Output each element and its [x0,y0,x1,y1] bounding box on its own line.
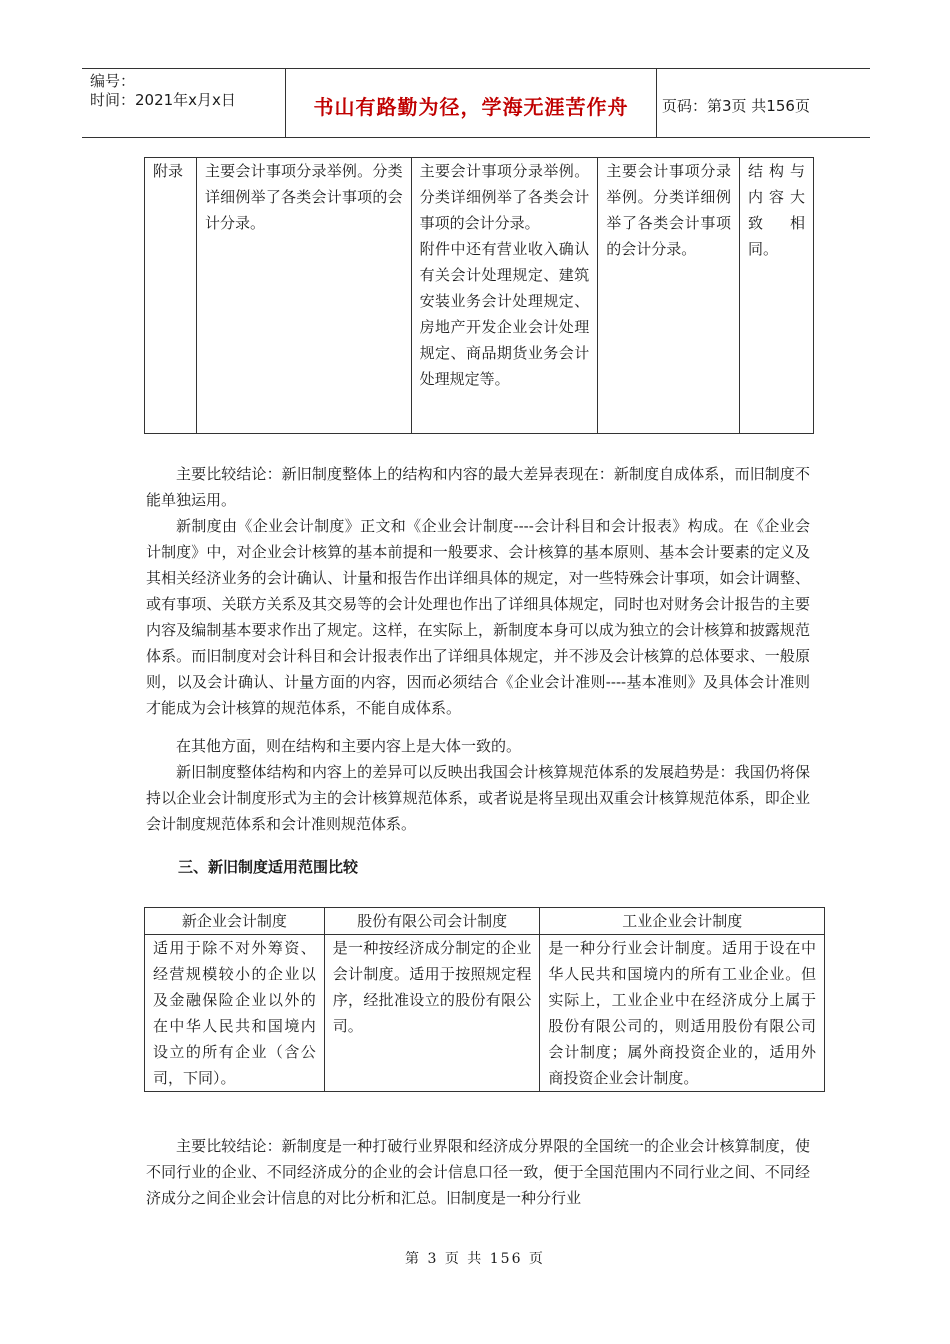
body-paragraph: 在其他方面，则在结构和主要内容上是大体一致的。 [176,737,522,755]
header-divider-right [656,69,657,137]
table-row [145,935,825,1092]
header-page-number: 页码：第3页 共156页 [662,97,810,115]
header-date: 时间：2021年x月x日 [90,91,236,109]
table-cell: 适用于除不对外筹资、经营规模较小的企业以及金融保险企业以外的在中华人民共和国境内设立的所有企业（含公司，下同）。 [145,935,325,1092]
body-paragraph: 新旧制度整体结构和内容上的差异可以反映出我国会计核算规范体系的发展趋势是：我国仍将保持以企业会计制度形式为主的会计核算规范体系，或者说是将呈现出双重会计核算规范体系，即企业会计制度规范体系和会计准则规范体系。 [146,763,810,833]
table-cell-new: 主要会计事项分录举例。分类详细例举了各类会计事项的会计分录。 [196,158,411,434]
column-header: 工业企业会计制度 [540,908,825,935]
section-title: 三、新旧制度适用范围比较 [178,858,359,876]
cell-text: 附件中还有营业收入确认有关会计处理规定、建筑安装业务会计处理规定、房地产开发企业会计处理规定、商品期货业务会计处理规定等。 [419,240,590,388]
scope-comparison-table [144,907,825,1092]
header-meta [90,72,236,110]
table-cell-compare: 结构与内容大致相同。 [740,158,814,434]
cell-text: 主要会计事项分录举例。分类详细例举了各类会计事项的会计分录。 [419,162,590,232]
conclusion-paragraph: 主要比较结论：新旧制度整体上的结构和内容的最大差异表现在：新制度自成体系，而旧制度不能单独运用。 [146,465,810,509]
body-paragraph: 新制度由《企业会计制度》正文和《企业会计制度----会计科目和会计报表》构成。在《企业会计制度》中，对企业会计核算的基本前提和一般要求、会计核算的基本原则、基本会计要素的定义及其相关经济业务的会计确认、计量和报告作出详细具体的规定，对一些特殊会计事项，如会计调整、或有事项、关联方关系及其交易等的会计处理也作出了详细具体规定，同时也对财务会计报告的主要内容及编制基本要求作出了规定。这样，在实际上，新制度本身可以成为独立的会计核算和披露规范体系。而旧制度对会计科目和会计报表作出了详细具体规定，并不涉及会计核算的总体要求、一般原则，以及会计确认、计量方面的内容，因而必须结合《企业会计准则----基本准则》及具体会计准则才能成为会计核算的规范体系，不能自成体系。 [146,517,810,717]
table-row [145,158,814,434]
column-header: 股份有限公司会计制度 [324,908,540,935]
header-number: 编号： [90,72,136,90]
table-cell-label: 附录 [145,158,197,434]
header-motto: 书山有路勤为径，学海无涯苦作舟 [313,95,629,119]
table-cell-industry: 主要会计事项分录举例。分类详细例举了各类会计事项的会计分录。 [598,158,740,434]
page-footer: 第 3 页 共 156 页 [405,1251,545,1267]
table-cell-share [411,158,598,434]
table-header-row [145,908,825,935]
structure-comparison-table [144,157,814,434]
closing-paragraph: 主要比较结论：新制度是一种打破行业界限和经济成分界限的全国统一的企业会计核算制度，使不同行业的企业、不同经济成分的企业的会计信息口径一致，便于全国范围内不同行业之间、不同经济成分之间企业会计信息的对比分析和汇总。旧制度是一种分行业 [146,1137,810,1207]
page-header [82,68,870,138]
column-header: 新企业会计制度 [145,908,325,935]
table-cell: 是一种按经济成分制定的企业会计制度。适用于按照规定程序，经批准设立的股份有限公司。 [324,935,540,1092]
table-cell: 是一种分行业会计制度。适用于设在中华人民共和国境内的所有工业企业。但实际上，工业企业中在经济成分上属于股份有限公司的，则适用股份有限公司会计制度；属外商投资企业的，适用外商投资企业会计制度。 [540,935,825,1092]
